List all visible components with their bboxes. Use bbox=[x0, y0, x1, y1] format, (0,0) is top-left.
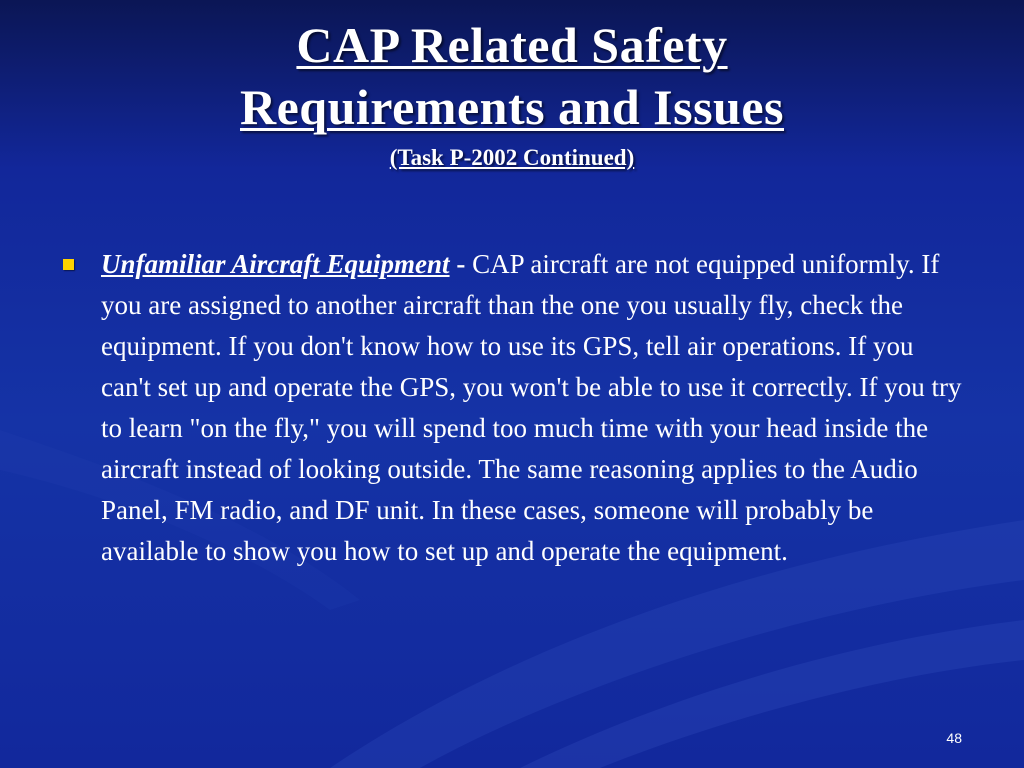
bullet-item bbox=[101, 244, 965, 572]
slide-title-line-2: Requirements and Issues bbox=[240, 79, 784, 135]
square-bullet-icon bbox=[63, 259, 74, 270]
title-block bbox=[0, 14, 1024, 172]
page-number: 48 bbox=[946, 730, 962, 746]
slide-title-line-1: CAP Related Safety bbox=[296, 17, 728, 73]
bullet-body: CAP aircraft are not equipped uniformly. If you are assigned to another aircraft than the one you usually fly, check the equipment. If you don't know how to use its GPS, tell air operations. If you can't set up and operate the GPS, you won't be able to use it correctly. If you try to learn "on the fly," you will spend too much time with your head inside the aircraft instead of looking outside. The same reasoning applies to the Audio Panel, FM radio, and DF unit. In these cases, someone will probably be available to show you how to set up and operate the equipment. bbox=[101, 249, 962, 566]
bullet-separator: - bbox=[449, 249, 473, 279]
bullet-heading: Unfamiliar Aircraft Equipment bbox=[101, 249, 450, 279]
slide-subtitle: (Task P-2002 Continued) bbox=[389, 145, 635, 170]
bullet-list bbox=[60, 244, 965, 572]
